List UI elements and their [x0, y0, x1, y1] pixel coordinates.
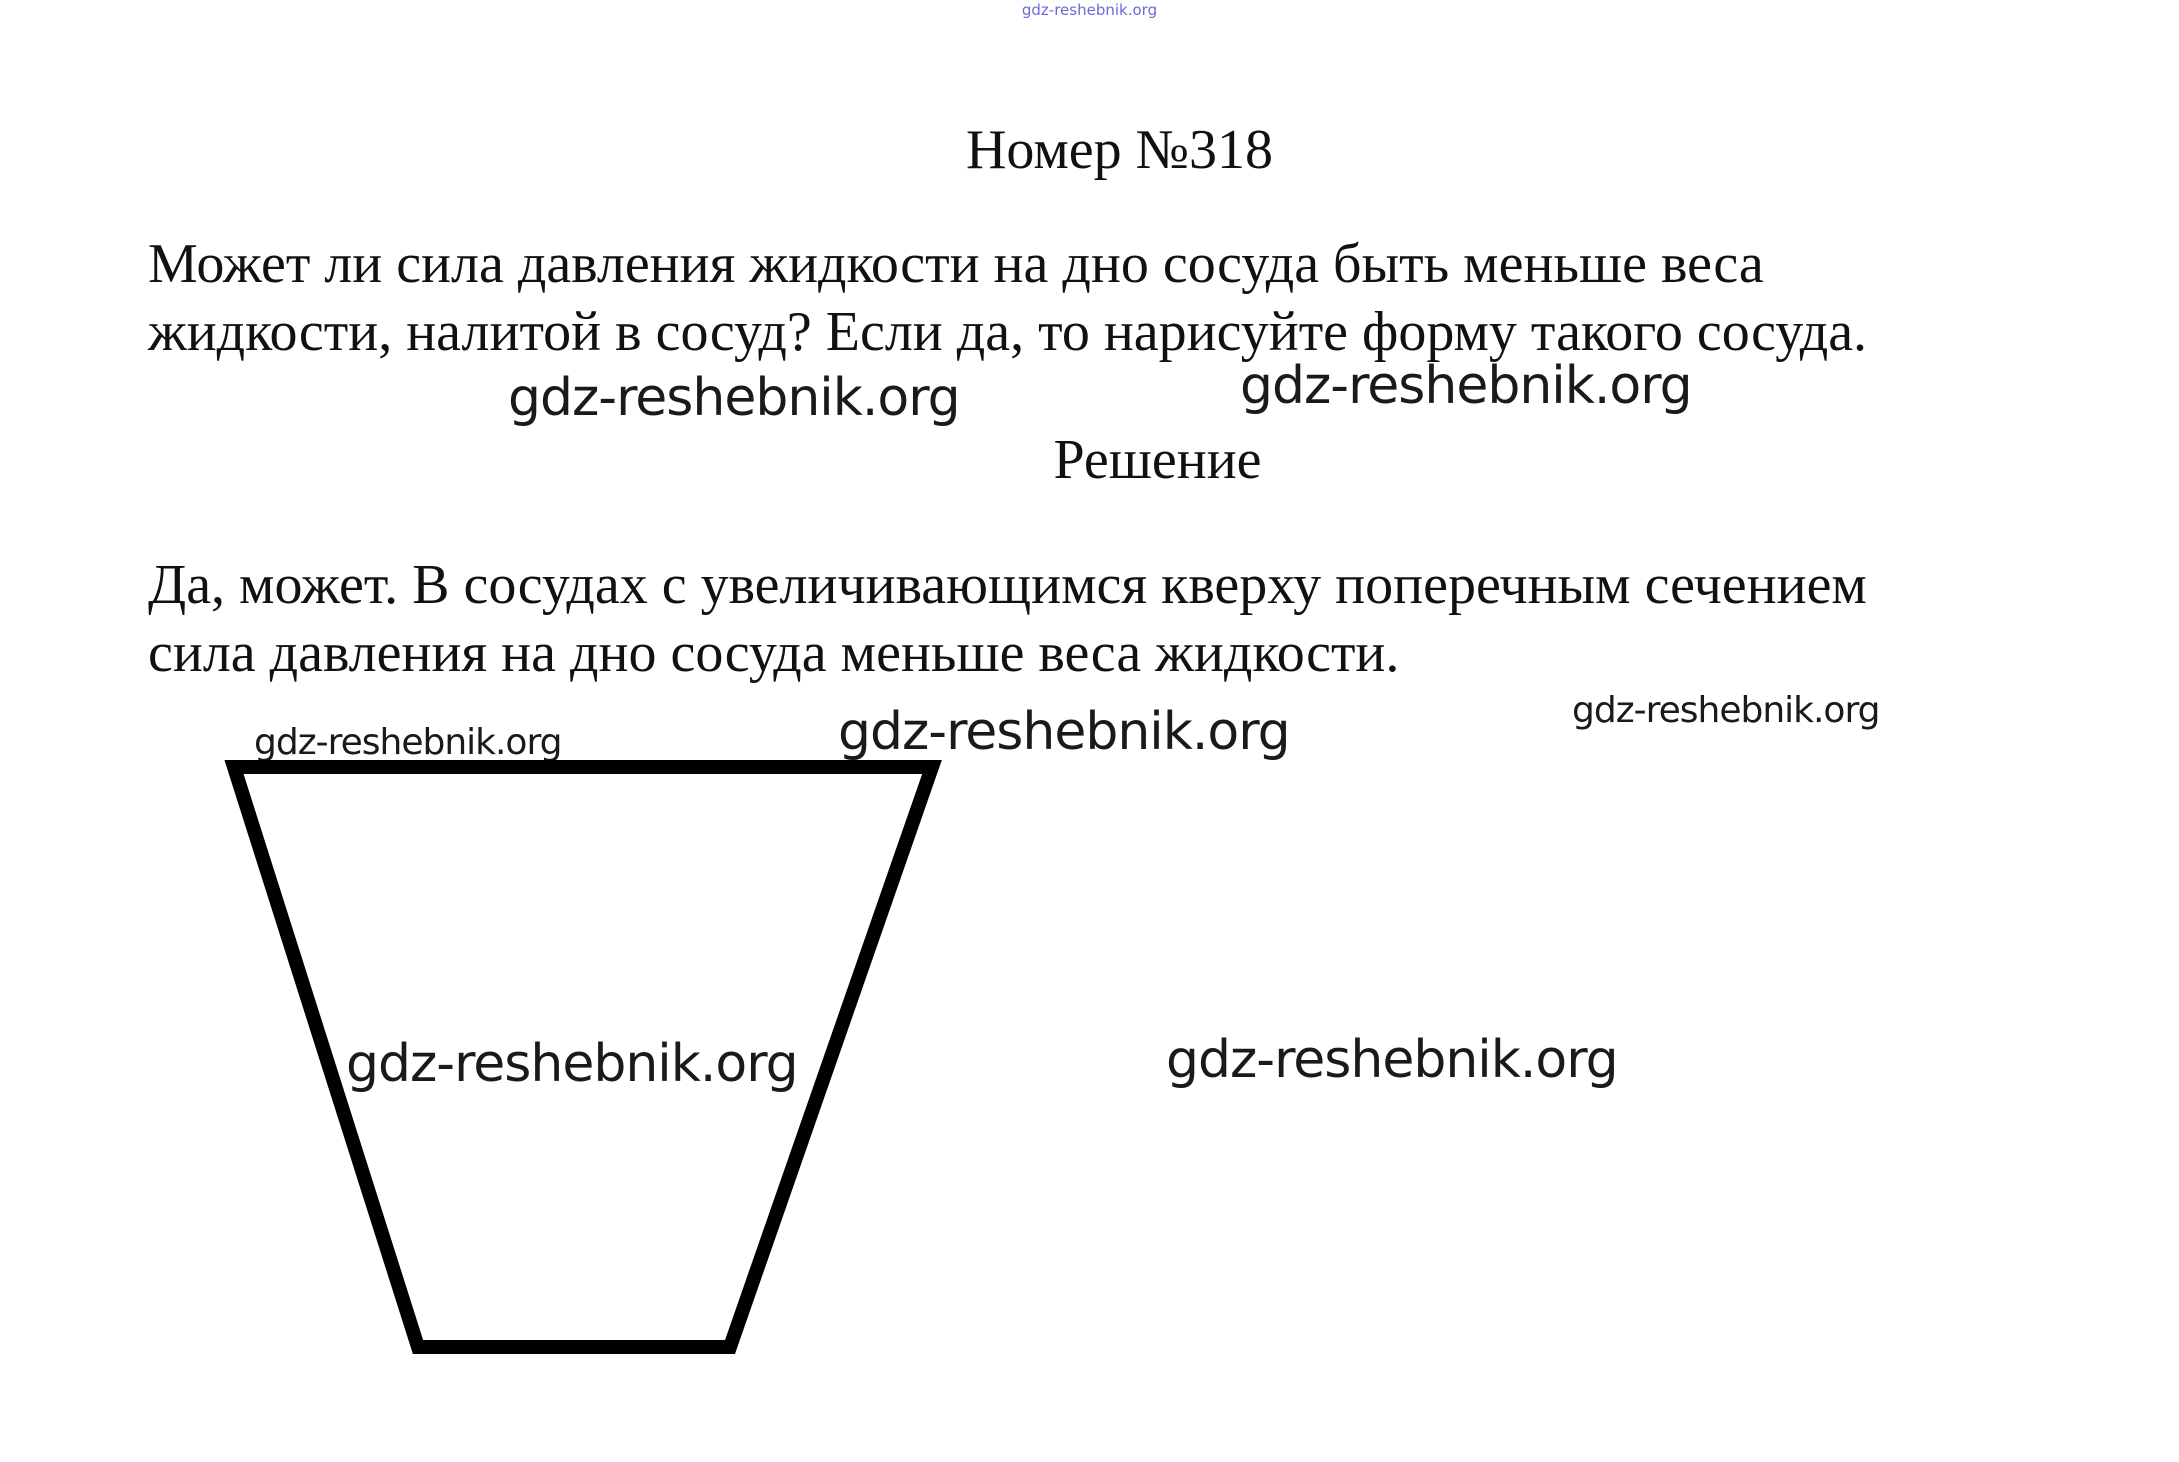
question-line-2: жидкости, налитой в сосуд? Если да, то нарисуйте форму такого сосуда.	[148, 301, 1868, 363]
watermark-6: gdz-reshebnik.org	[346, 1034, 798, 1094]
watermark-4: gdz-reshebnik.org	[838, 702, 1290, 762]
watermark-2: gdz-reshebnik.org	[1240, 356, 1692, 416]
watermark-1: gdz-reshebnik.org	[508, 368, 960, 428]
solution-heading: Решение	[1053, 429, 1262, 491]
answer-line-2: сила давления на дно сосуда меньше веса жидкости.	[148, 622, 1400, 684]
answer-line-1: Да, может. В сосудах с увеличивающимся кверху поперечным сечением	[148, 554, 1867, 616]
watermark-7: gdz-reshebnik.org	[1166, 1030, 1618, 1090]
watermark-3: gdz-reshebnik.org	[254, 722, 562, 763]
watermark-5: gdz-reshebnik.org	[1572, 690, 1880, 731]
problem-title: Номер №318	[965, 119, 1274, 181]
site-url-header[interactable]: gdz-reshebnik.org	[1021, 1, 1158, 19]
question-line-1: Может ли сила давления жидкости на дно сосуда быть меньше веса	[148, 233, 1764, 295]
